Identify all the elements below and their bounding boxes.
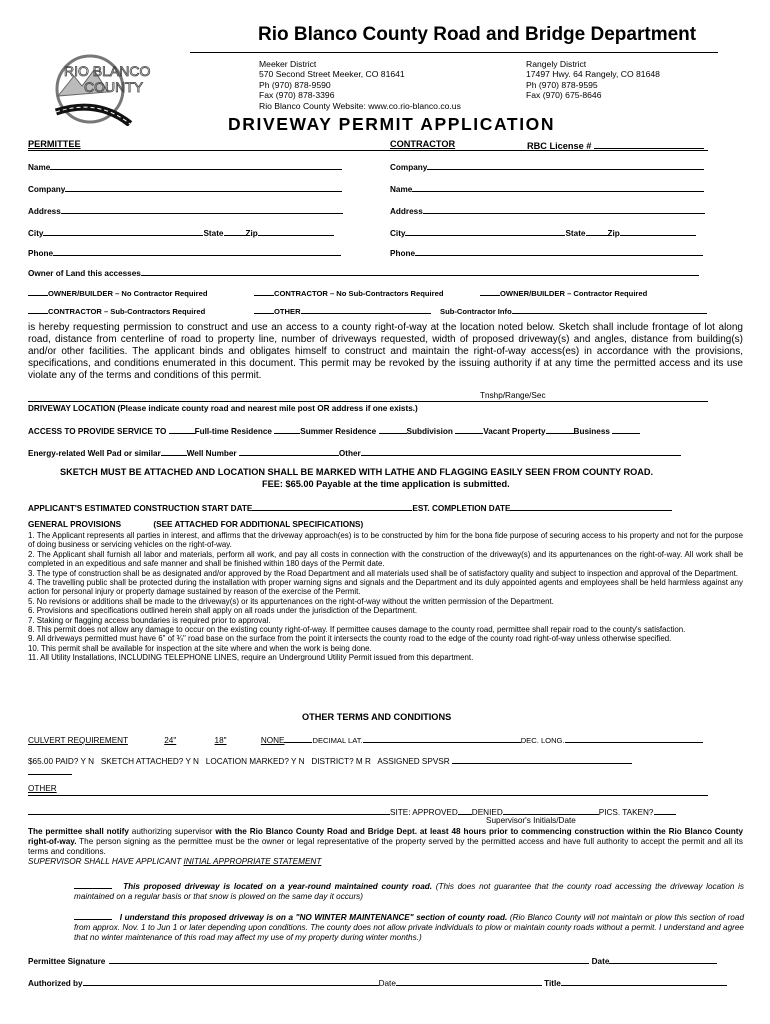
contractor-name: Name xyxy=(390,182,704,194)
header-rule xyxy=(190,52,718,53)
provision-item: 5. No revisions or additions shall be made to the driveway(s) or its appurtenances on the right-of-way without the written permission of the Department. xyxy=(28,596,554,606)
culvert-row: CULVERT REQUIREMENT 24" 18" NONE DECIMAL LAT. DEC. LONG. xyxy=(28,733,703,745)
authorized-date-input[interactable] xyxy=(396,976,542,986)
contractor-heading: CONTRACTOR xyxy=(390,139,456,149)
paid-row: $65.00 PAID? Y N SKETCH ATTACHED? Y N LOCATION MARKED? Y N DISTRICT? M R ASSIGNED SPVSR xyxy=(28,754,632,766)
permittee-date-input[interactable] xyxy=(609,954,717,964)
check-contractor-no-sub[interactable]: CONTRACTOR – No Sub-Contractors Required xyxy=(254,286,443,298)
provisions-list xyxy=(28,531,743,663)
other-input[interactable] xyxy=(361,446,681,456)
pics-taken-input[interactable] xyxy=(654,805,676,815)
notify-paragraph: The permittee shall notify authorizing supervisor with the Rio Blanco County Road and Bridge Dept. at least 48 hours prior to commencing construction within the Rio Blanco County right-of-way. The person signing as the permittee must be the owner or legal representative of the property served by the permitted access and have full authority to accept the permit and all its terms and conditions. xyxy=(28,827,743,856)
location-rule xyxy=(28,401,708,402)
provision-item: 6. Provisions and specifications outlined herein shall apply on all roads under the jurisdiction of the Department. xyxy=(28,606,418,616)
contractor-phone: Phone xyxy=(390,246,703,258)
department-title: Rio Blanco County Road and Bridge Department xyxy=(258,24,697,45)
county-logo xyxy=(38,52,178,126)
provision-item: 9. All driveways permitted must have 6" of ¾" road base on the surface from the point it intersects the county road to the edge of the county road right-of-way unless otherwise specified. xyxy=(28,634,672,644)
permittee-phone-input[interactable] xyxy=(53,246,341,256)
form-title: DRIVEWAY PERMIT APPLICATION xyxy=(228,114,556,134)
contractor-address-input[interactable] xyxy=(423,204,705,214)
permittee-zip-input[interactable] xyxy=(258,226,334,236)
contractor-company-input[interactable] xyxy=(427,160,704,170)
check-owner-builder-no-contractor[interactable]: OWNER/BUILDER – No Contractor Required xyxy=(28,286,207,298)
other-terms-heading: OTHER TERMS AND CONDITIONS xyxy=(302,712,452,722)
intro-paragraph: is hereby requesting permission to construct and use an access to a county right-of-way at the location noted below. Sketch shall include frontage of lot along road, distance from centerline of road to property line, number of driveways requested, width of proposed driveway(s) and angles, distance from building(s) and/or other facilities. The applicant binds and obligates himself to construct and maintain the right-of-way access(es) in accordance with the provisions, specifications, and conditions enumerated in this document. This permit may be revoked by the issuing authority if at any time the permitted access and its use violate any of the terms and conditions of this permit. xyxy=(28,322,743,381)
provision-item: 8. This permit does not allow any damage to occur on the existing county right-of-way. If permittee causes damage to the county road, permittee shall repair road to the county's satisfaction. xyxy=(28,625,686,635)
initial-year-round-input[interactable] xyxy=(74,879,112,889)
provision-item: 1. The Applicant represents all parties in interest, and affirms that the driveway approach(es) is to be constructed by him for the bona fide purpose of securing access to his property and not for the purpose of doing business or servicing vehicles on the right-of-way. xyxy=(28,531,743,550)
site-row: SITE: APPROVED DENIED PICS. TAKEN? xyxy=(28,805,708,817)
permittee-signature-input[interactable] xyxy=(109,954,589,964)
culvert-18[interactable]: 18" xyxy=(214,736,227,745)
provisions-heading: GENERAL PROVISIONS (SEE ATTACHED FOR ADDITIONAL SPECIFICATIONS) xyxy=(28,520,364,529)
permittee-state-input[interactable] xyxy=(224,226,246,236)
energy-check[interactable] xyxy=(161,446,187,456)
completion-date-input[interactable] xyxy=(510,501,672,511)
meeker-district: Meeker District 570 Second Street Meeker, CO 81641 Ph (970) 878-9590 Fax (970) 878-3396 Rio Blanco County Website: www.co.rio-blanco.co.us xyxy=(259,59,461,111)
logo-text-1: RIO BLANCO xyxy=(64,63,151,79)
contractor-state-input[interactable] xyxy=(586,226,608,236)
permittee-name-input[interactable] xyxy=(50,160,342,170)
provision-item: 10. This permit shall be available for inspection at the site where and when the work is being done. xyxy=(28,643,372,653)
statement-no-winter: I understand this proposed driveway is on a "NO WINTER MAINTENANCE" section of county road. (Rio Blanco County will not maintain or plow this section of road from approx. Nov. 1 to Jun 1 or later depending upon conditions. The county does not allow private individuals to plow or maintain county roads without a permit. I understand and agree that no winter maintenance of this road may affect my use of my property during winter months.) xyxy=(74,910,744,943)
initial-no-winter-input[interactable] xyxy=(74,910,112,920)
permittee-phone: Phone xyxy=(28,246,341,258)
authorized-by-input[interactable] xyxy=(83,976,379,986)
permittee-signature-row: Permittee Signature Date xyxy=(28,954,717,966)
full-time-check[interactable] xyxy=(169,424,195,434)
rangely-district: Rangely District 17497 Hwy. 64 Rangely, CO 81648 Ph (970) 878-9595 Fax (970) 675-8646 xyxy=(526,59,660,101)
summer-check[interactable] xyxy=(274,424,300,434)
check-other[interactable]: OTHER xyxy=(254,304,431,316)
business-check[interactable] xyxy=(546,424,574,434)
other-rule xyxy=(28,795,708,796)
business-input[interactable] xyxy=(612,424,640,434)
contractor-address: Address xyxy=(390,204,705,216)
permittee-city: City State Zip xyxy=(28,226,334,238)
vacant-check[interactable] xyxy=(455,424,483,434)
permittee-name: Name xyxy=(28,160,342,172)
contractor-phone-input[interactable] xyxy=(415,246,703,256)
permittee-address: Address xyxy=(28,204,343,216)
rbc-license-input[interactable] xyxy=(594,139,704,149)
permittee-heading: PERMITTEE xyxy=(28,139,81,149)
rbc-license: RBC License # xyxy=(527,139,704,151)
provision-item: 3. The type of construction shall be as designated and/or approved by the Road Department and all materials used shall be of satisfactory quality and subject to inspection and approval of the Department. xyxy=(28,568,738,578)
contractor-city-input[interactable] xyxy=(405,226,565,236)
start-date-input[interactable] xyxy=(252,501,412,511)
contractor-city: City State Zip xyxy=(390,226,696,238)
sketch-notice: SKETCH MUST BE ATTACHED AND LOCATION SHALL BE MARKED WITH LATHE AND FLAGGING EASILY SEEN FROM COUNTY ROAD. xyxy=(60,467,654,477)
dates-row: APPLICANT'S ESTIMATED CONSTRUCTION START DATE EST. COMPLETION DATE xyxy=(28,501,672,513)
permittee-rule xyxy=(28,150,708,151)
energy-row: Energy-related Well Pad or similar Well Number Other xyxy=(28,446,681,458)
contractor-zip-input[interactable] xyxy=(620,226,696,236)
logo-text-2: COUNTY xyxy=(84,79,144,95)
other-line: OTHER xyxy=(28,784,57,793)
permittee-city-input[interactable] xyxy=(43,226,203,236)
access-service-row: ACCESS TO PROVIDE SERVICE TO Full-time Residence Summer Residence Subdivision Vacant Property Business xyxy=(28,424,640,436)
supervisor-initials: Supervisor's Initials/Date xyxy=(486,816,576,825)
permittee-address-input[interactable] xyxy=(61,204,343,214)
contractor-name-input[interactable] xyxy=(412,182,704,192)
sub-contractor-info-input[interactable] xyxy=(512,304,707,314)
provision-item: 2. The Applicant shall furnish all labor and materials, perform all work, and pay all costs in connection with the construction of the driveway(s) and its appurtenances on the right-of-way. All work shall be completed in an expeditious and safe manner and shall be finished within 180 days of the Permit date. xyxy=(28,549,743,569)
provision-item: 4. The travelling public shall be protected during the installation with proper warning signs and signals and the Department and its duly appointed agents and employees shall be held harmless against any action for personal injury or property damage sustained by reason of the exercise of the Permit. xyxy=(28,578,743,597)
supervisor-instruction: SUPERVISOR SHALL HAVE APPLICANT INITIAL APPROPRIATE STATEMENT xyxy=(28,857,322,866)
check-contractor-sub[interactable]: CONTRACTOR – Sub-Contractors Required xyxy=(28,304,205,316)
decimal-long-input[interactable] xyxy=(565,733,703,743)
fee-notice: FEE: $65.00 Payable at the time application is submitted. xyxy=(262,479,510,489)
paid-underline xyxy=(28,774,72,775)
permittee-company-input[interactable] xyxy=(65,182,342,192)
provision-item: 7. Staking or flagging access boundaries is required prior to approval. xyxy=(28,615,271,625)
land-owner-input[interactable] xyxy=(141,266,699,276)
driveway-location: DRIVEWAY LOCATION (Please indicate county road and nearest mile post OR address if one exists.) xyxy=(28,404,418,413)
statement-year-round: This proposed driveway is located on a year-round maintained county road. (This does not guarantee that the county road accessing the driveway location is maintained on a regular basis or that snow is plowed on the same day it occurs) xyxy=(74,879,744,902)
subdivision-check[interactable] xyxy=(379,424,407,434)
land-owner: Owner of Land this accesses xyxy=(28,266,699,278)
sub-contractor-info: Sub-Contractor Info xyxy=(440,304,707,316)
contractor-company: Company xyxy=(390,160,704,172)
culvert-none[interactable]: NONE xyxy=(260,736,285,745)
check-owner-builder-contractor[interactable]: OWNER/BUILDER – Contractor Required xyxy=(480,286,647,298)
tnshp-range-sec: Tnshp/Range/Sec xyxy=(480,391,546,400)
decimal-lat-input[interactable] xyxy=(363,733,521,743)
well-number-input[interactable] xyxy=(239,446,339,456)
permittee-company: Company xyxy=(28,182,342,194)
title-input[interactable] xyxy=(561,976,727,986)
provision-item: 11. All Utility Installations, INCLUDING TELEPHONE LINES, require an Underground Utility Permit issued from this department. xyxy=(28,653,474,663)
authorized-row: Authorized by Date Title xyxy=(28,976,727,988)
assigned-spvsr-input[interactable] xyxy=(452,754,632,764)
culvert-24[interactable]: 24" xyxy=(164,736,177,745)
